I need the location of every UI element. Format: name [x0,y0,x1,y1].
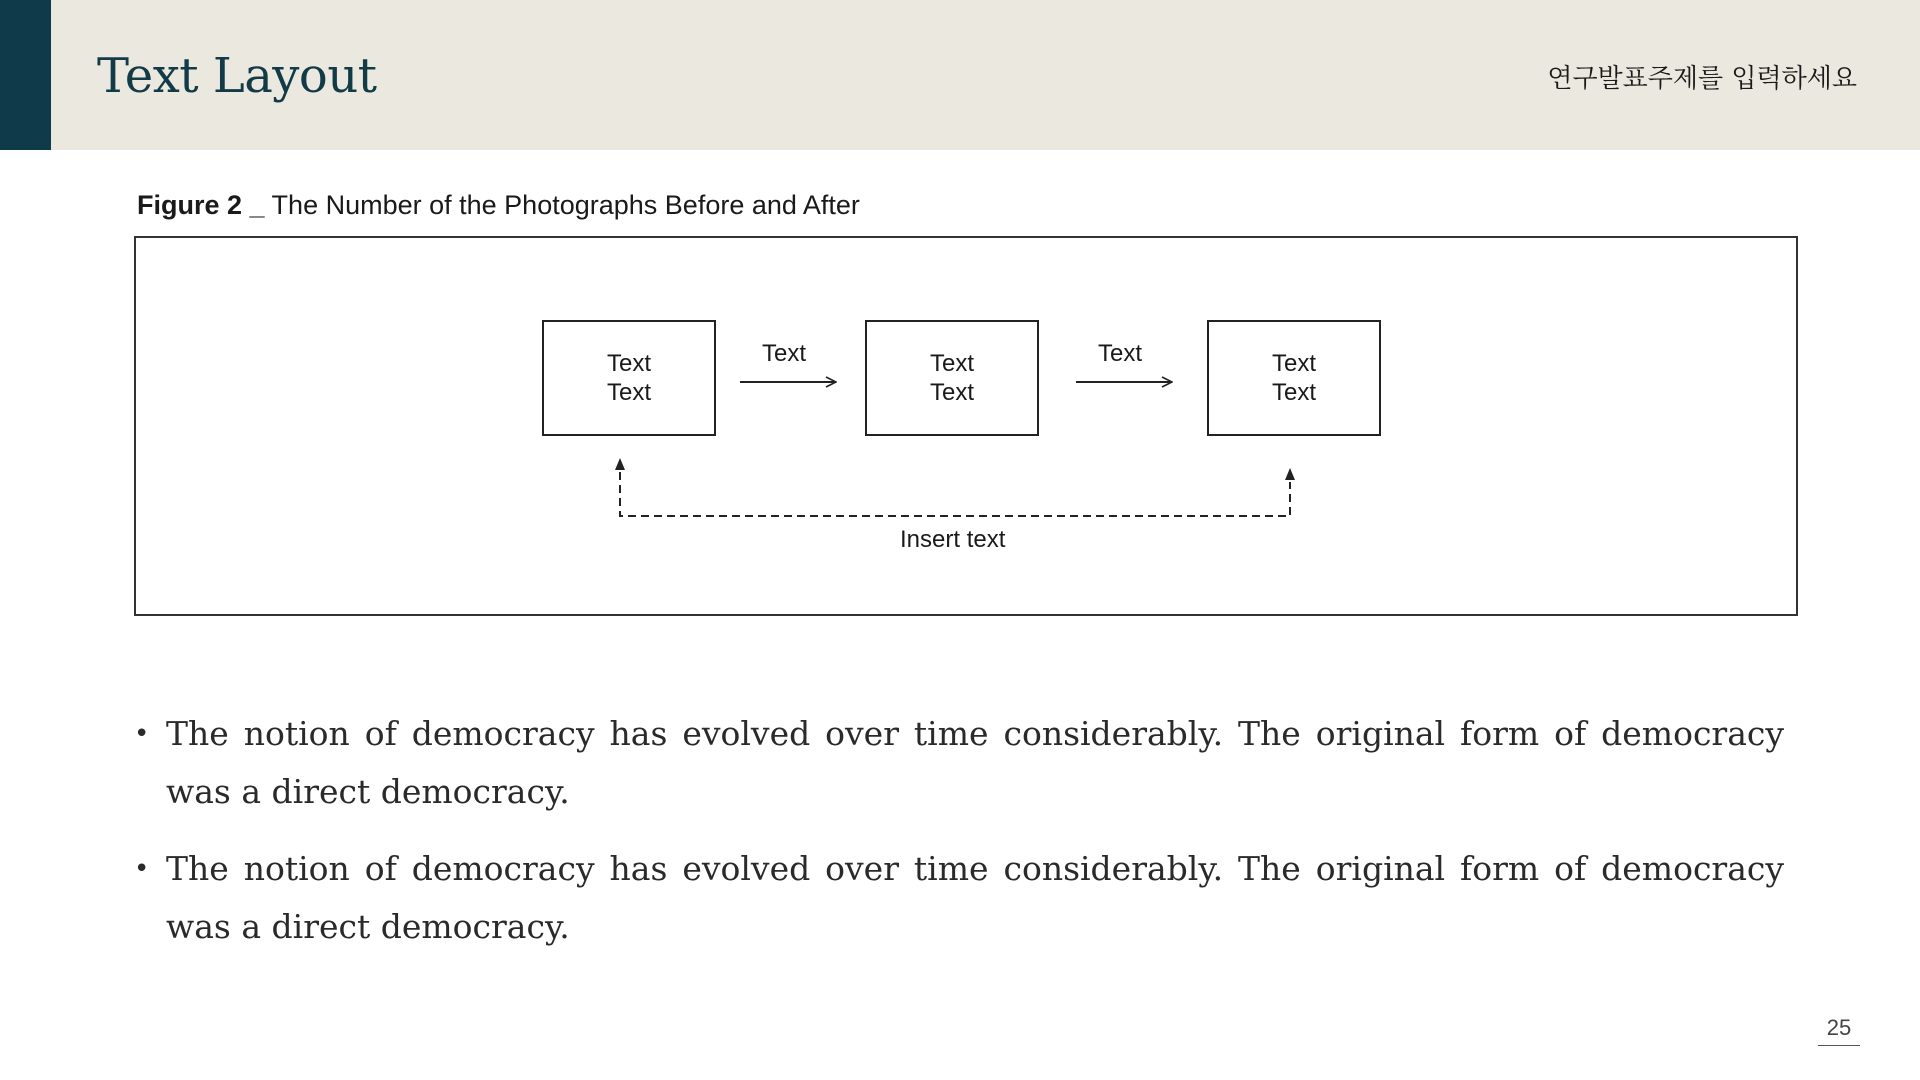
bullet-item-1 [134,705,1784,821]
flow-box-3 [1207,320,1381,436]
flow-box-1-line2: Text [606,379,651,406]
header-accent-bar [0,0,51,150]
flow-box-2-line2: Text [929,379,974,406]
flow-box-1 [542,320,716,436]
page-title: Text Layout [97,48,377,104]
flow-box-1-line1: Text [606,350,651,377]
bullet-item-2-text: The notion of democracy has evolved over time considerably. The original form of democracy was a direct democracy. [166,849,1784,946]
page-number: 25 [1818,1015,1860,1046]
presentation-subject: 연구발표주제를 입력하세요 [1547,64,1857,94]
figure-caption-label: Figure 2 _ [137,190,265,220]
figure-caption-text: The Number of the Photographs Before and After [264,190,860,220]
slide-header [0,0,1920,150]
figure-caption [137,190,860,221]
arrow-2-label: Text [1098,340,1143,367]
flow-box-2-line1: Text [929,350,974,377]
flow-box-3-line2: Text [1271,379,1316,406]
figure-frame [134,236,1798,616]
feedback-loop-dashed-line [620,472,1290,516]
bullet-dot: • [134,854,150,884]
bullet-item-2 [134,840,1784,956]
flow-box-2 [865,320,1039,436]
flow-box-3-line1: Text [1271,350,1316,377]
feedback-arrowhead-left [615,458,625,470]
bullet-list [134,705,1784,975]
feedback-arrowhead-right [1285,468,1295,480]
bullet-item-1-text: The notion of democracy has evolved over time considerably. The original form of democracy was a direct democracy. [166,714,1784,811]
feedback-loop-label: Insert text [900,526,1006,553]
bullet-dot: • [134,719,150,749]
arrow-1-label: Text [762,340,807,367]
